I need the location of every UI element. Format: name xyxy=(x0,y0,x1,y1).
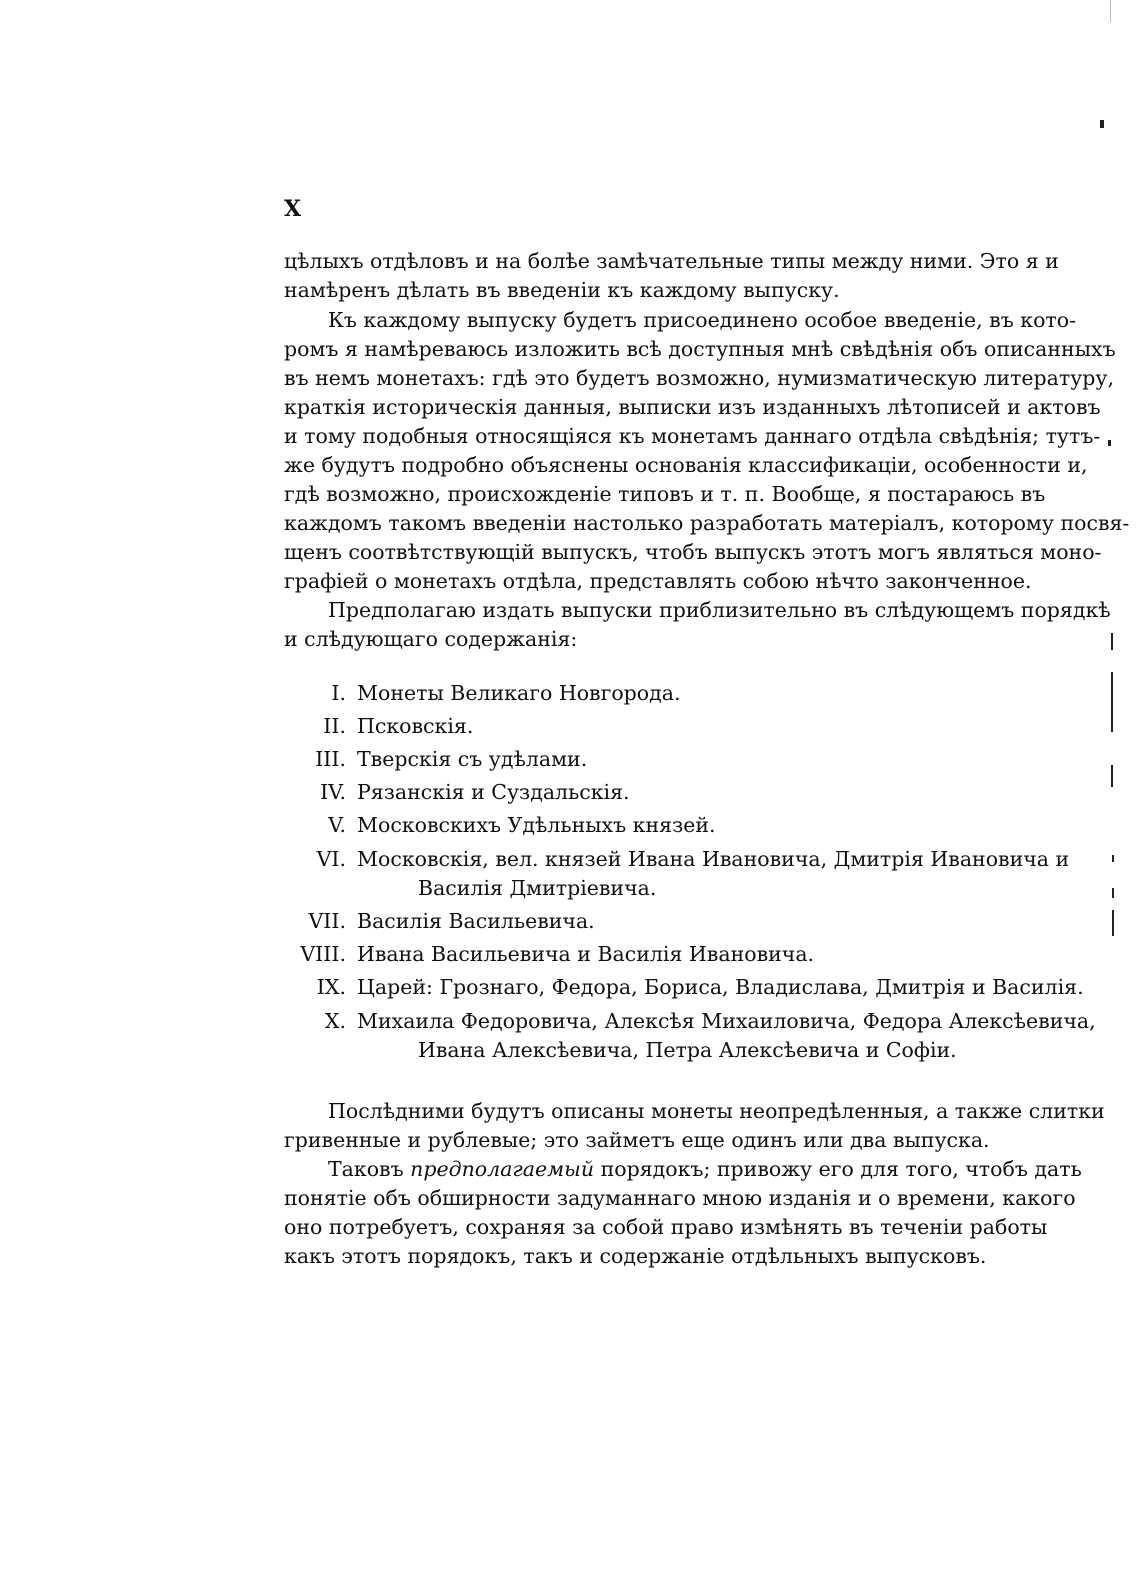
text-line: понятіе объ обширности задуманнаго мною изданія и о времени, какого xyxy=(284,1186,1076,1210)
list-numeral: IX. xyxy=(316,975,346,999)
text-run: порядокъ; привожу его для того, чтобъ дать xyxy=(594,1157,1082,1181)
list-numeral: VI. xyxy=(316,847,346,871)
text-line: въ немъ монетахъ: гдѣ это будетъ возможно, нумизматическую литературу, xyxy=(284,366,1114,390)
list-item-continuation: Василія Дмитріевича. xyxy=(418,876,657,900)
text-line: каждомъ такомъ введеніи настолько разработать матеріалъ, которому посвя- xyxy=(284,511,1130,535)
text-line: же будутъ подробно объяснены основанія классификаціи, особенности и, xyxy=(284,453,1088,477)
page-number: X xyxy=(284,196,302,222)
list-item-text: Московскихъ Удѣльныхъ князей. xyxy=(357,813,716,837)
scan-mark xyxy=(1111,633,1113,650)
list-item-text: Московскія, вел. князей Ивана Ивановича, Дмитрія Ивановича и xyxy=(357,847,1070,871)
list-numeral: III. xyxy=(315,747,346,771)
list-numeral: I. xyxy=(331,681,346,705)
list-item-text: Михаила Федоровича, Алексѣя Михаиловича, Федора Алексѣевича, xyxy=(357,1009,1096,1033)
list-item-text: Монеты Великаго Новгорода. xyxy=(357,681,681,705)
text-line: Послѣдними будутъ описаны монеты неопредѣленныя, а также слитки xyxy=(328,1099,1105,1123)
text-line: какъ этотъ порядокъ, такъ и содержаніе отдѣльныхъ выпусковъ. xyxy=(284,1244,987,1268)
text-line: гривенные и рублевые; это займетъ еще одинъ или два выпуска. xyxy=(284,1128,990,1152)
list-item-text: Псковскія. xyxy=(357,714,474,738)
list-numeral: VII. xyxy=(308,909,346,933)
text-line: намѣренъ дѣлать въ введеніи къ каждому выпуску. xyxy=(284,278,840,302)
text-line: графіей о монетахъ отдѣла, представлять собою нѣчто законченное. xyxy=(284,569,1032,593)
list-item-text: Василія Васильевича. xyxy=(357,909,595,933)
text-line: и тому подобныя относящіяся къ монетамъ даннаго отдѣла свѣдѣнія; тутъ- xyxy=(284,424,1101,448)
scan-mark xyxy=(1112,888,1114,898)
text-line: щенъ соотвѣтствующій выпускъ, чтобъ выпускъ этотъ могъ являться моно- xyxy=(284,540,1102,564)
scan-mark xyxy=(1108,440,1111,446)
list-numeral: IV. xyxy=(320,780,346,804)
text-line: Къ каждому выпуску будетъ присоединено особое введеніе, въ кото- xyxy=(328,308,1077,332)
scan-mark xyxy=(1111,672,1113,732)
text-line: ромъ я намѣреваюсь изложить всѣ доступныя мнѣ свѣдѣнія объ описанныхъ xyxy=(284,337,1116,361)
list-item-text: Царей: Грознаго, Федора, Бориса, Владислава, Дмитрія и Василія. xyxy=(357,975,1084,999)
scan-mark xyxy=(1110,0,1111,22)
list-item-text: Рязанскія и Суздальскія. xyxy=(357,780,630,804)
list-numeral: V. xyxy=(328,813,346,837)
text-line: и слѣдующаго содержанія: xyxy=(284,627,578,651)
scan-mark xyxy=(1112,855,1114,862)
scan-mark xyxy=(1111,765,1113,787)
list-numeral: X. xyxy=(324,1009,346,1033)
text-run: Таковъ xyxy=(328,1157,411,1181)
list-item-continuation: Ивана Алексѣевича, Петра Алексѣевича и Софіи. xyxy=(418,1038,957,1062)
text-line: оно потребуетъ, сохраняя за собой право измѣнять въ теченіи работы xyxy=(284,1215,1048,1239)
italic-text: предполагаемый xyxy=(410,1157,595,1181)
list-item-text: Ивана Васильевича и Василія Ивановича. xyxy=(357,942,815,966)
text-line xyxy=(328,1155,1082,1184)
list-item-text: Тверскія съ удѣлами. xyxy=(357,747,588,771)
scan-mark xyxy=(1100,120,1104,128)
list-numeral: VIII. xyxy=(300,942,346,966)
text-line: гдѣ возможно, происхожденіе типовъ и т. п. Вообще, я постараюсь въ xyxy=(284,482,1046,506)
text-line: цѣлыхъ отдѣловъ и на болѣе замѣчательные типы между ними. Это я и xyxy=(284,249,1059,273)
text-line: Предполагаю издать выпуски приблизительно въ слѣдующемъ порядкѣ xyxy=(328,598,1111,622)
text-line: краткія историческія данныя, выписки изъ изданныхъ лѣтописей и актовъ xyxy=(284,395,1101,419)
list-numeral: II. xyxy=(323,714,346,738)
scan-mark xyxy=(1112,910,1114,936)
